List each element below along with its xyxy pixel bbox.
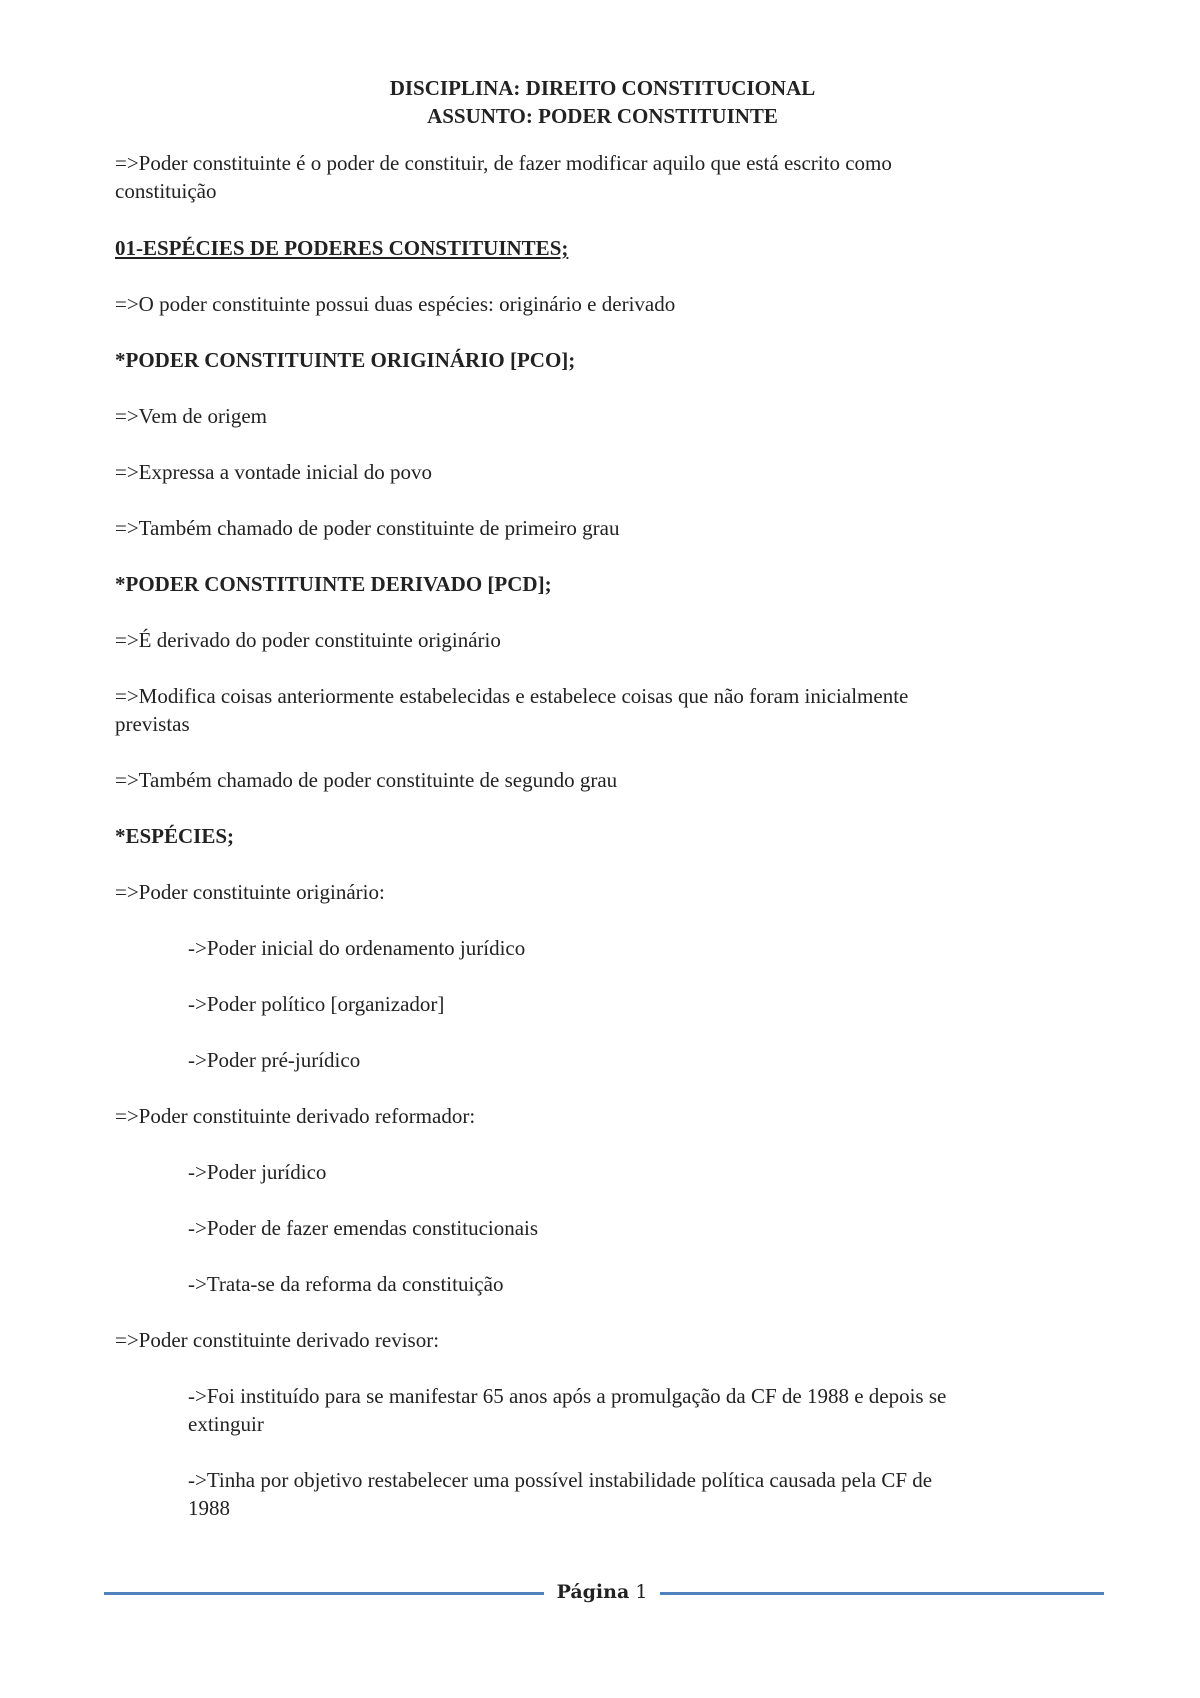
page-label: Página (556, 1581, 630, 1603)
pco-item-1: =>Vem de origem (115, 404, 267, 428)
page-footer (104, 1574, 1104, 1610)
section-heading-especies: 01-ESPÉCIES DE PODERES CONSTITUINTES; (115, 236, 569, 260)
page-number-label (544, 1578, 660, 1606)
title-subject: ASSUNTO: PODER CONSTITUINTE (427, 104, 778, 128)
revisor-label: =>Poder constituinte derivado revisor: (115, 1328, 440, 1352)
heading-especies: *ESPÉCIES; (115, 824, 235, 848)
pcd-item-2-line-1: =>Modifica coisas anteriormente estabelecidas e estabelece coisas que não foram inicialmente (115, 684, 909, 708)
reformador-label: =>Poder constituinte derivado reformador: (115, 1104, 476, 1128)
pcd-item-1: =>É derivado do poder constituinte originário (115, 628, 501, 652)
originario-item-2: ->Poder político [organizador] (188, 992, 445, 1016)
originario-label: =>Poder constituinte originário: (115, 880, 385, 904)
originario-item-1: ->Poder inicial do ordenamento jurídico (188, 936, 526, 960)
reformador-item-3: ->Trata-se da reforma da constituição (188, 1272, 504, 1296)
revisor-item-2-line-1: ->Tinha por objetivo restabelecer uma possível instabilidade política causada pela CF de (188, 1468, 933, 1492)
document-title (115, 74, 1090, 130)
title-discipline: DISCIPLINA: DIREITO CONSTITUCIONAL (389, 76, 816, 100)
pco-item-2: =>Expressa a vontade inicial do povo (115, 460, 433, 484)
originario-item-3: ->Poder pré-jurídico (188, 1048, 361, 1072)
heading-pco: *PODER CONSTITUINTE ORIGINÁRIO [PCO]; (115, 348, 576, 372)
revisor-item-2-line-2: 1988 (188, 1496, 230, 1520)
revisor-item-1-line-1: ->Foi instituído para se manifestar 65 anos após a promulgação da CF de 1988 e depois se (188, 1384, 947, 1408)
pcd-item-3: =>Também chamado de poder constituinte de segundo grau (115, 768, 618, 792)
intro-line-2: constituição (115, 179, 217, 203)
footer-rule-right (660, 1592, 1104, 1595)
pcd-item-2-line-2: previstas (115, 712, 190, 736)
pco-item-3: =>Também chamado de poder constituinte de primeiro grau (115, 516, 620, 540)
reformador-item-2: ->Poder de fazer emendas constitucionais (188, 1216, 539, 1240)
page-number: 1 (635, 1581, 648, 1603)
document-body (115, 0, 1090, 1522)
section-text-especies: =>O poder constituinte possui duas espécies: originário e derivado (115, 292, 676, 316)
footer-rule-left (104, 1592, 544, 1595)
reformador-item-1: ->Poder jurídico (188, 1160, 327, 1184)
revisor-item-1-line-2: extinguir (188, 1412, 264, 1436)
heading-pcd: *PODER CONSTITUINTE DERIVADO [PCD]; (115, 572, 552, 596)
intro-line-1: =>Poder constituinte é o poder de constituir, de fazer modificar aquilo que está escrito como (115, 151, 892, 175)
